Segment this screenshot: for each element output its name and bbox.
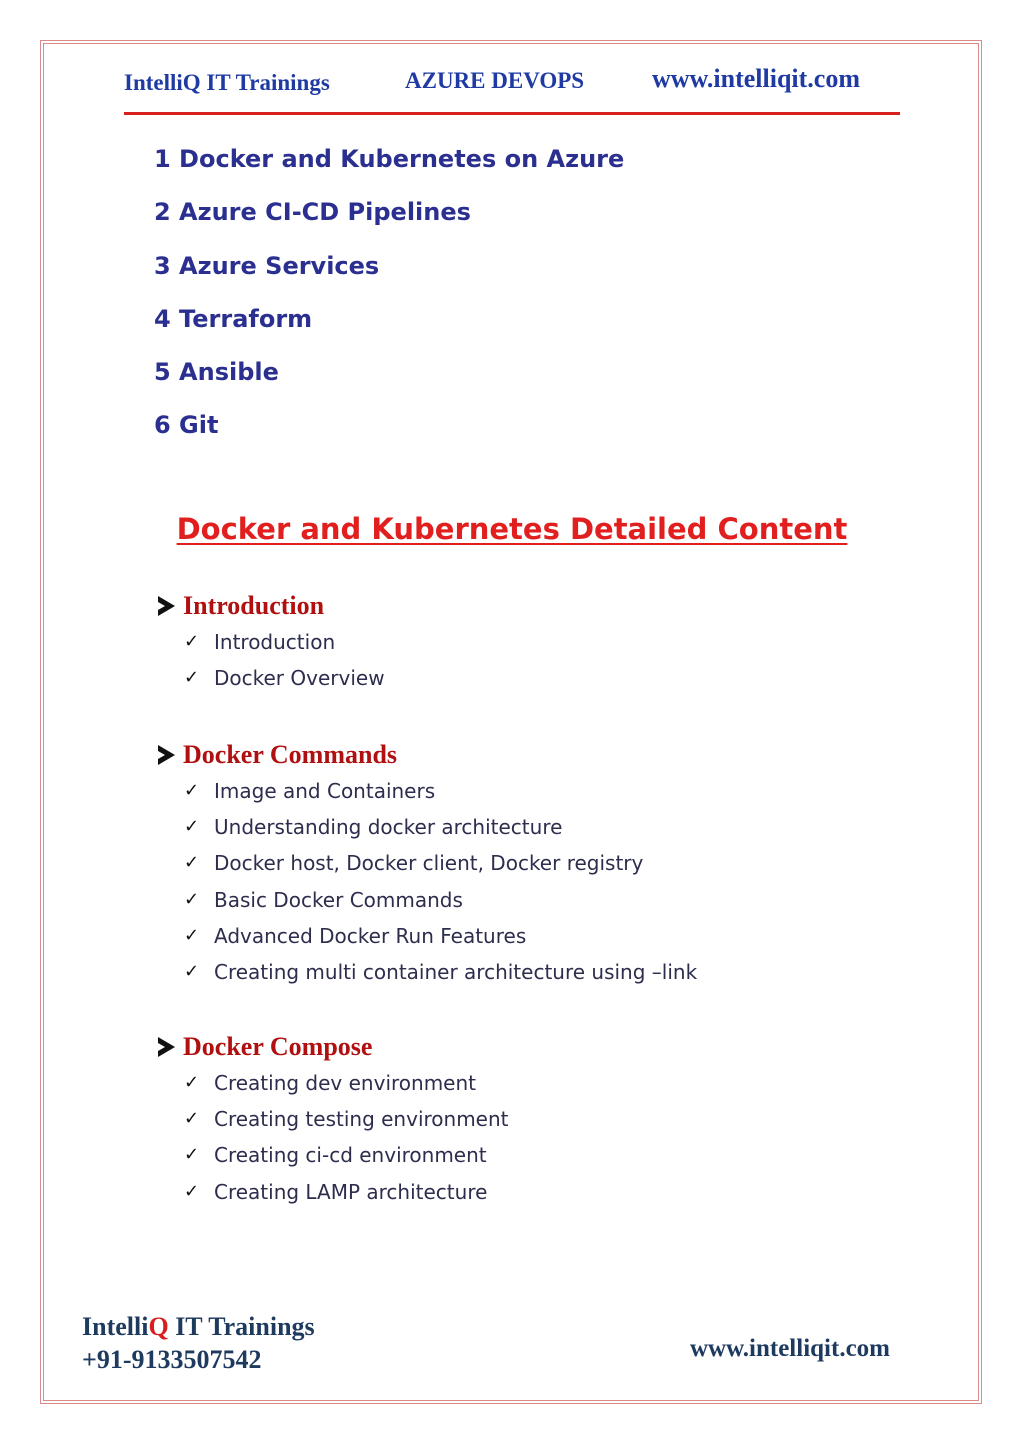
arrow-bullet-icon [158, 1037, 175, 1057]
group-heading-label: Docker Commands [183, 740, 398, 769]
group-items [184, 624, 385, 696]
footer-brand [82, 1312, 315, 1342]
check-icon: ✓ [184, 816, 200, 838]
check-icon: ✓ [184, 1180, 200, 1202]
check-icon: ✓ [184, 960, 200, 982]
list-item-label: Creating testing environment [214, 1107, 509, 1132]
group-heading-label: Introduction [183, 591, 325, 620]
list-item [184, 882, 697, 918]
list-item [184, 773, 697, 809]
list-item [184, 660, 385, 696]
toc-item: 6 Git [154, 411, 219, 440]
footer-brand-q: Q [148, 1312, 169, 1341]
check-icon: ✓ [184, 924, 200, 946]
header-brand: IntelliQ IT Trainings [124, 70, 330, 95]
toc-item: 4 Terraform [154, 304, 313, 333]
list-item-label: Creating dev environment [214, 1071, 477, 1095]
list-item-label: Docker Overview [214, 666, 385, 691]
list-item [184, 845, 697, 881]
check-icon: ✓ [184, 1108, 200, 1130]
check-icon: ✓ [184, 852, 200, 874]
check-icon: ✓ [184, 780, 200, 801]
footer-brand-prefix: Intelli [82, 1312, 149, 1341]
list-item-label: Creating LAMP architecture [214, 1179, 488, 1204]
check-icon: ✓ [184, 667, 200, 689]
group-items [184, 1065, 509, 1210]
footer-brand-suffix: IT Trainings [168, 1312, 315, 1341]
footer-website: www.intelliqit.com [690, 1335, 890, 1362]
group-items [184, 773, 697, 990]
header-website: www.intelliqit.com [652, 64, 860, 93]
header-rule [124, 112, 900, 115]
toc-item: 1 Docker and Kubernetes on Azure [154, 145, 625, 173]
footer-phone: +91-9133507542 [82, 1345, 262, 1374]
header-course: AZURE DEVOPS [405, 68, 585, 93]
check-icon: ✓ [184, 888, 200, 910]
list-item [184, 624, 385, 660]
section-title: Docker and Kubernetes Detailed Content [176, 512, 848, 546]
list-item [184, 1065, 509, 1101]
list-item [184, 918, 697, 954]
toc-item: 5 Ansible [154, 358, 279, 387]
list-item-label: Docker host, Docker client, Docker registry [214, 851, 644, 876]
content-group-introduction [158, 588, 385, 696]
arrow-bullet-icon [158, 596, 175, 616]
list-item [184, 1174, 509, 1210]
toc-item: 2 Azure CI-CD Pipelines [154, 198, 471, 227]
list-item-label: Creating ci-cd environment [214, 1143, 487, 1168]
list-item-label: Advanced Docker Run Features [214, 923, 527, 948]
list-item [184, 954, 697, 990]
content-group-docker-commands [158, 737, 697, 990]
check-icon: ✓ [184, 631, 200, 652]
toc-item: 3 Azure Services [154, 251, 380, 280]
list-item-label: Introduction [214, 630, 336, 654]
list-item-label: Image and Containers [214, 779, 436, 803]
list-item [184, 809, 697, 845]
check-icon: ✓ [184, 1072, 200, 1093]
list-item [184, 1137, 509, 1173]
group-heading [158, 1029, 509, 1065]
list-item-label: Understanding docker architecture [214, 815, 563, 840]
group-heading [158, 737, 697, 773]
group-heading [158, 588, 385, 624]
content-group-docker-compose [158, 1029, 509, 1210]
table-of-contents [154, 138, 624, 458]
list-item [184, 1101, 509, 1137]
check-icon: ✓ [184, 1144, 200, 1166]
group-heading-label: Docker Compose [183, 1032, 373, 1061]
list-item-label: Basic Docker Commands [214, 887, 463, 912]
list-item-label: Creating multi container architecture using –link [214, 959, 698, 984]
arrow-bullet-icon [158, 745, 175, 765]
